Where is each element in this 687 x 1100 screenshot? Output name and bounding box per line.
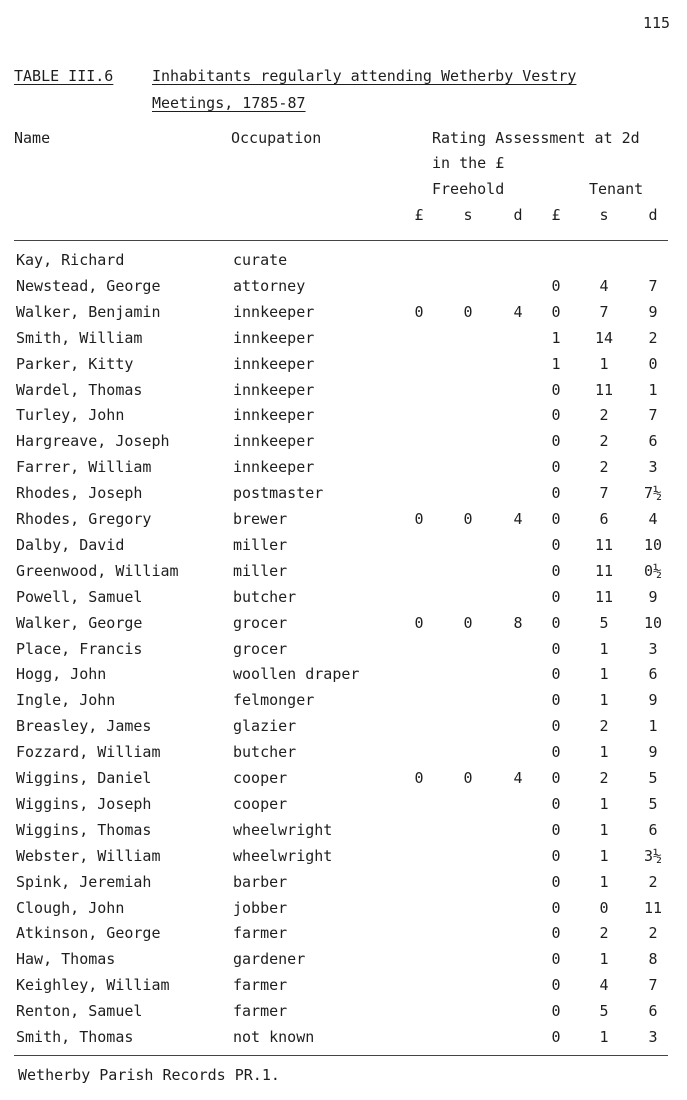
tenant-pence: 9 [648, 743, 658, 762]
header-rule [14, 240, 668, 241]
table-title-line2: Meetings, 1785-87 [152, 94, 306, 112]
row-name: Wiggins, Joseph [16, 794, 152, 813]
source-note: Wetherby Parish Records PR.1. [18, 1066, 280, 1084]
tenant-pence: 0 [648, 354, 658, 373]
tenant-shillings: 2 [599, 406, 609, 425]
freehold-pounds: 0 [414, 613, 424, 632]
tenant-pounds: 0 [551, 1028, 561, 1046]
row-name: Renton, Samuel [16, 1002, 143, 1021]
table-row [0, 821, 687, 847]
row-name: Smith, Thomas [16, 1028, 134, 1046]
row-name: Walker, Benjamin [16, 302, 161, 321]
tenant-pounds: 0 [551, 561, 561, 580]
row-name: Breasley, James [16, 717, 152, 736]
freehold-pence: 4 [513, 510, 523, 528]
row-name: Ingle, John [16, 691, 116, 710]
tenant-pounds: 0 [551, 950, 561, 969]
table-row [0, 536, 687, 562]
table-row [0, 484, 687, 510]
row-occupation: farmer [233, 924, 288, 943]
unit-tenant-pounds: £ [551, 206, 561, 224]
header-rating-line2: in the £ [432, 154, 505, 172]
tenant-pounds: 0 [551, 587, 561, 606]
row-name: Turley, John [16, 406, 125, 425]
tenant-pence: 7 [648, 406, 658, 425]
table-row [0, 717, 687, 743]
table-row [0, 665, 687, 691]
row-occupation: cooper [233, 794, 288, 813]
tenant-shillings: 6 [599, 510, 609, 528]
row-name: Dalby, David [16, 535, 125, 554]
row-name: Haw, Thomas [16, 950, 116, 969]
tenant-shillings: 1 [599, 794, 609, 813]
row-name: Powell, Samuel [16, 587, 143, 606]
row-name: Rhodes, Joseph [16, 484, 143, 503]
row-name: Webster, William [16, 846, 161, 865]
tenant-pounds: 0 [551, 406, 561, 425]
table-row [0, 769, 687, 795]
table-row [0, 381, 687, 407]
tenant-pounds: 0 [551, 535, 561, 554]
row-occupation: gardener [233, 950, 306, 969]
row-occupation: wheelwright [233, 846, 333, 865]
tenant-shillings: 7 [599, 302, 609, 321]
row-occupation: innkeeper [233, 458, 315, 477]
table-row [0, 847, 687, 873]
freehold-pounds: 0 [414, 769, 424, 787]
tenant-pence: 10 [643, 535, 663, 554]
tenant-pounds: 0 [551, 691, 561, 710]
tenant-shillings: 14 [594, 328, 614, 347]
table-row [0, 588, 687, 614]
table-row [0, 1028, 687, 1054]
tenant-shillings: 11 [594, 587, 614, 606]
table-row [0, 458, 687, 484]
row-occupation: jobber [233, 898, 288, 917]
row-occupation: innkeeper [233, 354, 315, 373]
table-row [0, 743, 687, 769]
tenant-pence: 5 [648, 769, 658, 787]
row-name: Fozzard, William [16, 743, 161, 762]
page-number: 115 [643, 14, 671, 32]
tenant-pounds: 0 [551, 484, 561, 503]
tenant-pounds: 1 [551, 328, 561, 347]
table-row [0, 355, 687, 381]
tenant-pence: 9 [648, 691, 658, 710]
row-name: Rhodes, Gregory [16, 510, 152, 528]
tenant-shillings: 11 [594, 380, 614, 399]
row-occupation: glazier [233, 717, 297, 736]
tenant-pounds: 0 [551, 1002, 561, 1021]
tenant-pence: 6 [648, 665, 658, 684]
table-row [0, 614, 687, 640]
tenant-pence: 7 [648, 976, 658, 995]
tenant-pence: 1 [648, 380, 658, 399]
tenant-pounds: 1 [551, 354, 561, 373]
row-occupation: felmonger [233, 691, 315, 710]
table-row [0, 691, 687, 717]
tenant-shillings: 2 [599, 924, 609, 943]
unit-freehold-pence: d [513, 206, 523, 224]
row-occupation: brewer [233, 510, 288, 528]
row-occupation: farmer [233, 976, 288, 995]
row-name: Kay, Richard [16, 251, 125, 269]
table-row [0, 277, 687, 303]
row-name: Wardel, Thomas [16, 380, 143, 399]
row-occupation: butcher [233, 743, 297, 762]
row-occupation: barber [233, 872, 288, 891]
tenant-pence: 6 [648, 820, 658, 839]
tenant-pence: 7 [648, 276, 658, 295]
tenant-pence: 1 [648, 717, 658, 736]
tenant-pence: 7½ [643, 484, 663, 503]
row-name: Place, Francis [16, 639, 143, 658]
row-name: Hogg, John [16, 665, 107, 684]
table-row [0, 1002, 687, 1028]
row-name: Atkinson, George [16, 924, 161, 943]
row-occupation: farmer [233, 1002, 288, 1021]
table-row [0, 976, 687, 1002]
row-occupation: grocer [233, 639, 288, 658]
unit-freehold-shillings: s [463, 206, 473, 224]
tenant-shillings: 4 [599, 276, 609, 295]
table-row [0, 329, 687, 355]
row-occupation: cooper [233, 769, 288, 787]
tenant-shillings: 2 [599, 769, 609, 787]
table-row [0, 303, 687, 329]
tenant-shillings: 1 [599, 354, 609, 373]
tenant-pounds: 0 [551, 794, 561, 813]
tenant-shillings: 2 [599, 717, 609, 736]
row-name: Newstead, George [16, 276, 161, 295]
freehold-shillings: 0 [463, 769, 473, 787]
tenant-pence: 6 [648, 1002, 658, 1021]
freehold-pounds: 0 [414, 510, 424, 528]
row-occupation: innkeeper [233, 406, 315, 425]
table-row [0, 899, 687, 925]
row-occupation: innkeeper [233, 380, 315, 399]
tenant-pence: 2 [648, 924, 658, 943]
table-row [0, 950, 687, 976]
row-occupation: attorney [233, 276, 306, 295]
tenant-pounds: 0 [551, 665, 561, 684]
row-occupation: innkeeper [233, 432, 315, 451]
tenant-pence: 3 [648, 458, 658, 477]
tenant-shillings: 1 [599, 691, 609, 710]
tenant-pence: 3 [648, 639, 658, 658]
freehold-pence: 4 [513, 769, 523, 787]
table-row [0, 510, 687, 536]
tenant-shillings: 1 [599, 950, 609, 969]
tenant-pence: 6 [648, 432, 658, 451]
header-name: Name [14, 129, 51, 147]
tenant-shillings: 11 [594, 561, 614, 580]
tenant-shillings: 1 [599, 820, 609, 839]
row-name: Hargreave, Joseph [16, 432, 170, 451]
tenant-shillings: 7 [599, 484, 609, 503]
row-name: Keighley, William [16, 976, 170, 995]
freehold-shillings: 0 [463, 510, 473, 528]
row-occupation: curate [233, 251, 288, 269]
tenant-pence: 9 [648, 302, 658, 321]
header-rating-line1: Rating Assessment at 2d [432, 129, 640, 147]
tenant-shillings: 1 [599, 872, 609, 891]
tenant-pence: 8 [648, 950, 658, 969]
row-name: Parker, Kitty [16, 354, 134, 373]
row-occupation: butcher [233, 587, 297, 606]
tenant-pounds: 0 [551, 302, 561, 321]
tenant-pence: 10 [643, 613, 663, 632]
tenant-pounds: 0 [551, 510, 561, 528]
tenant-shillings: 4 [599, 976, 609, 995]
row-occupation: woollen draper [233, 665, 360, 684]
tenant-pence: 3 [648, 1028, 658, 1046]
table-row [0, 640, 687, 666]
tenant-pounds: 0 [551, 846, 561, 865]
tenant-pence: 4 [648, 510, 658, 528]
tenant-shillings: 1 [599, 743, 609, 762]
tenant-pence: 2 [648, 872, 658, 891]
tenant-pence: 2 [648, 328, 658, 347]
tenant-shillings: 11 [594, 535, 614, 554]
row-name: Wiggins, Thomas [16, 820, 152, 839]
tenant-shillings: 5 [599, 1002, 609, 1021]
tenant-pence: 5 [648, 794, 658, 813]
tenant-pounds: 0 [551, 276, 561, 295]
unit-freehold-pounds: £ [414, 206, 424, 224]
header-tenant: Tenant [589, 180, 644, 198]
row-occupation: miller [233, 561, 288, 580]
tenant-pounds: 0 [551, 898, 561, 917]
tenant-shillings: 1 [599, 665, 609, 684]
row-occupation: innkeeper [233, 302, 315, 321]
tenant-pounds: 0 [551, 458, 561, 477]
row-occupation: not known [233, 1028, 315, 1046]
row-occupation: postmaster [233, 484, 324, 503]
tenant-pence: 11 [643, 898, 663, 917]
tenant-pounds: 0 [551, 380, 561, 399]
table-row [0, 795, 687, 821]
tenant-pounds: 0 [551, 613, 561, 632]
tenant-shillings: 2 [599, 458, 609, 477]
header-freehold: Freehold [432, 180, 505, 198]
footer-rule [14, 1055, 668, 1056]
unit-tenant-shillings: s [599, 206, 609, 224]
freehold-shillings: 0 [463, 613, 473, 632]
tenant-pounds: 0 [551, 820, 561, 839]
table-row [0, 406, 687, 432]
row-occupation: miller [233, 535, 288, 554]
row-name: Wiggins, Daniel [16, 769, 152, 787]
tenant-pounds: 0 [551, 976, 561, 995]
row-name: Farrer, William [16, 458, 152, 477]
tenant-pounds: 0 [551, 743, 561, 762]
unit-tenant-pence: d [648, 206, 658, 224]
tenant-shillings: 2 [599, 432, 609, 451]
row-name: Greenwood, William [16, 561, 179, 580]
row-occupation: grocer [233, 613, 288, 632]
freehold-pence: 4 [513, 302, 523, 321]
freehold-pounds: 0 [414, 302, 424, 321]
row-occupation: wheelwright [233, 820, 333, 839]
tenant-pounds: 0 [551, 432, 561, 451]
tenant-pounds: 0 [551, 872, 561, 891]
tenant-pounds: 0 [551, 639, 561, 658]
tenant-shillings: 5 [599, 613, 609, 632]
row-name: Walker, George [16, 613, 143, 632]
tenant-shillings: 0 [599, 898, 609, 917]
tenant-pence: 0½ [643, 561, 663, 580]
table-title-line1: Inhabitants regularly attending Wetherby Vestry [152, 67, 577, 85]
table-row [0, 562, 687, 588]
freehold-shillings: 0 [463, 302, 473, 321]
tenant-pounds: 0 [551, 717, 561, 736]
tenant-pounds: 0 [551, 769, 561, 787]
tenant-shillings: 1 [599, 1028, 609, 1046]
tenant-pence: 3½ [643, 846, 663, 865]
freehold-pence: 8 [513, 613, 523, 632]
table-label: TABLE III.6 [14, 67, 114, 85]
table-row [0, 873, 687, 899]
header-occupation: Occupation [231, 129, 322, 147]
row-name: Clough, John [16, 898, 125, 917]
row-name: Smith, William [16, 328, 143, 347]
tenant-shillings: 1 [599, 639, 609, 658]
tenant-shillings: 1 [599, 846, 609, 865]
tenant-pence: 9 [648, 587, 658, 606]
table-row [0, 251, 687, 277]
table-row [0, 432, 687, 458]
row-occupation: innkeeper [233, 328, 315, 347]
row-name: Spink, Jeremiah [16, 872, 152, 891]
tenant-pounds: 0 [551, 924, 561, 943]
table-row [0, 924, 687, 950]
